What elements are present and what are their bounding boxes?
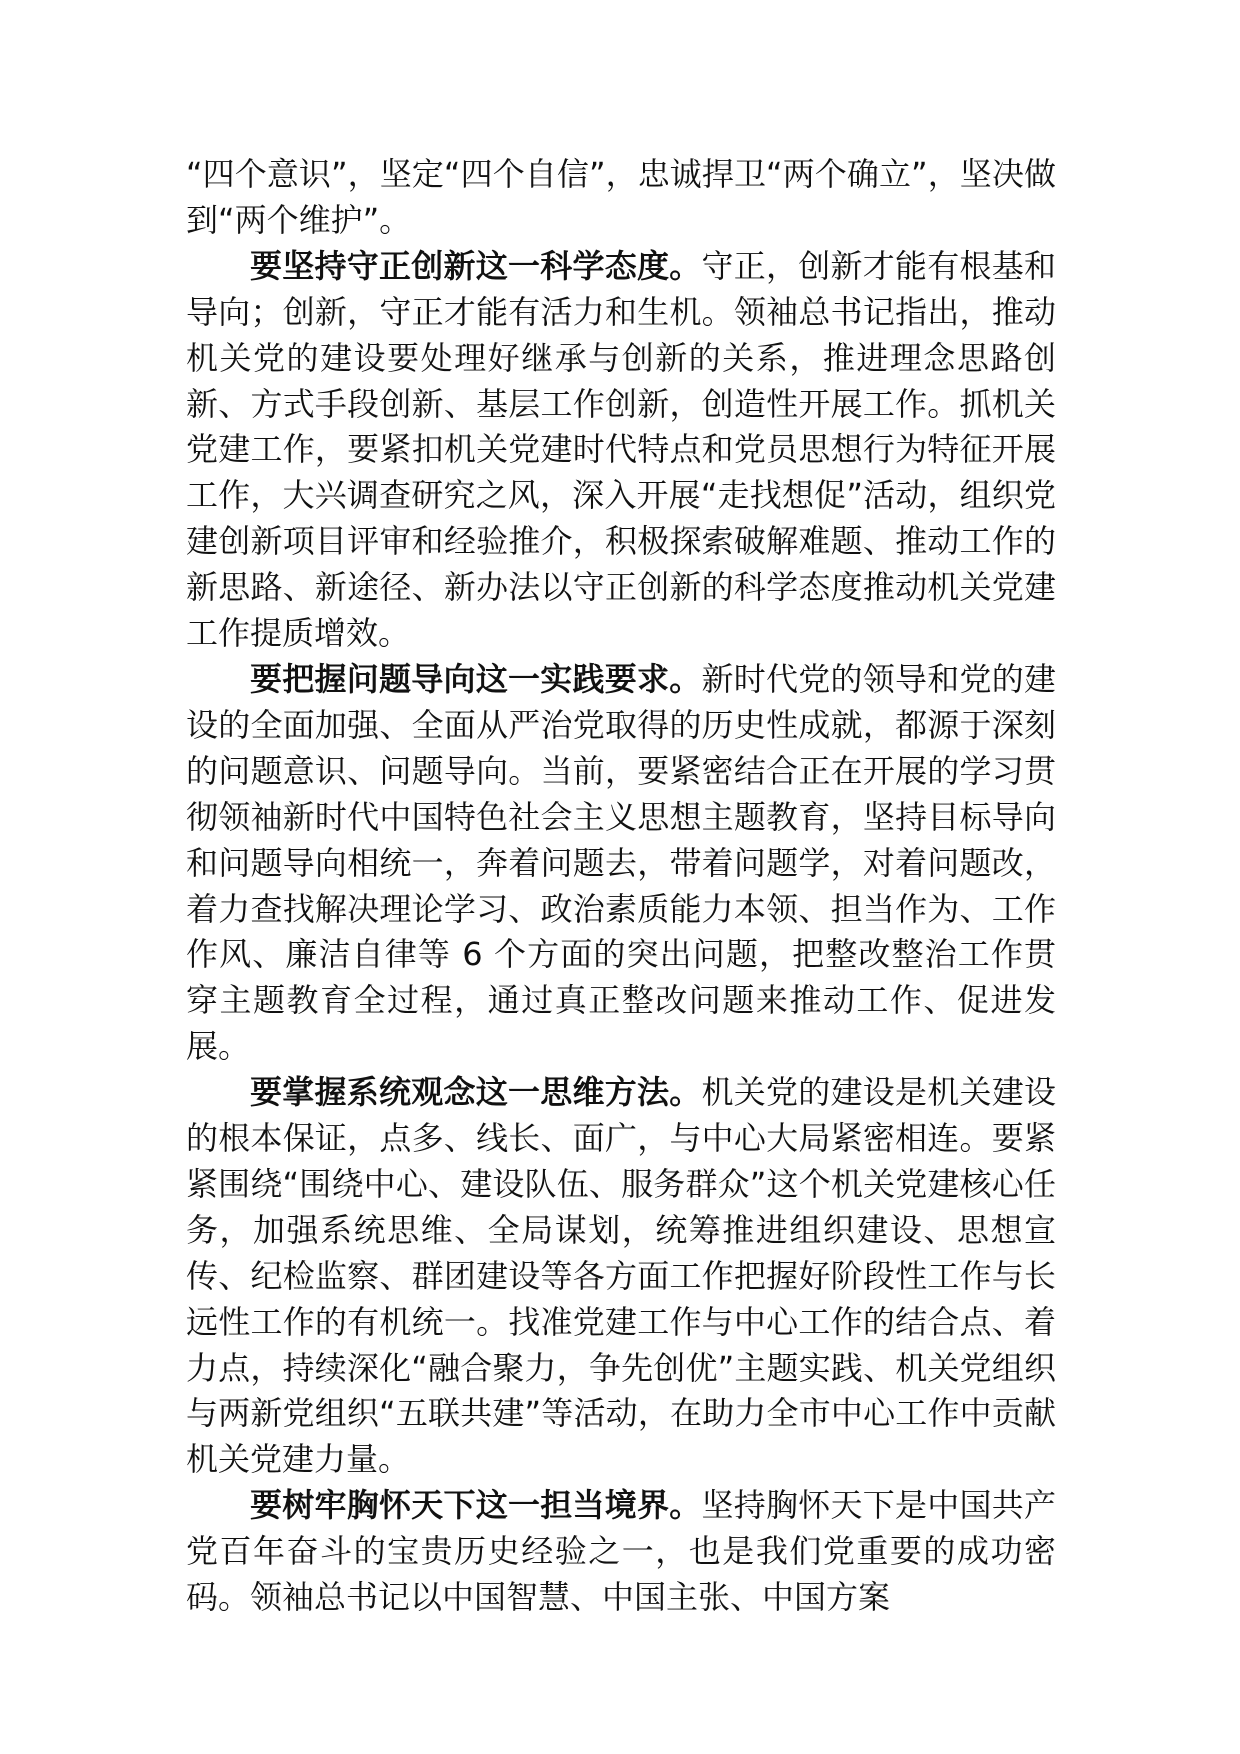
paragraph-problem-orientation bbox=[186, 657, 1056, 1070]
paragraph-text: “四个意识”，坚定“四个自信”，忠诚捍卫“两个确立”，坚决做到“两个维护”。 bbox=[186, 155, 1056, 239]
paragraph-lead: 要坚持守正创新这一科学态度。 bbox=[250, 246, 702, 285]
paragraph-innovation bbox=[186, 244, 1056, 657]
paragraph-lead: 要掌握系统观念这一思维方法。 bbox=[250, 1073, 702, 1112]
paragraph-global-vision bbox=[186, 1483, 1056, 1621]
paragraph-text: 新时代党的领导和党的建设的全面加强、全面从严治党取得的历史性成就，都源于深刻的问题意识、问题导向。当前，要紧密结合正在开展的学习贯彻领袖新时代中国特色社会主义思想主题教育，坚持目标导向和问题导向相统一，奔着问题去，带着问题学，对着问题改，着力查找解决理论学习、政治素质能力本领、担当作为、工作作风、廉洁自律等 6 个方面的突出问题，把整改整治工作贯穿主题教育全过程，通过真正整改问题来推动工作、促进发展。 bbox=[186, 659, 1056, 1066]
paragraph-lead: 要把握问题导向这一实践要求。 bbox=[250, 659, 702, 698]
paragraph-lead: 要树牢胸怀天下这一担当境界。 bbox=[250, 1486, 702, 1525]
paragraph-systems-thinking bbox=[186, 1070, 1056, 1483]
paragraph-continuation bbox=[186, 152, 1056, 244]
document-page bbox=[186, 152, 1056, 1621]
paragraph-text: 机关党的建设是机关建设的根本保证，点多、线长、面广，与中心大局紧密相连。要紧紧围绕“围绕中心、建设队伍、服务群众”这个机关党建核心任务，加强系统思维、全局谋划，统筹推进组织建设、思想宣传、纪检监察、群团建设等各方面工作把握好阶段性工作与长远性工作的有机统一。找准党建工作与中心工作的结合点、着力点，持续深化“融合聚力，争先创优”主题实践、机关党组织与两新党组织“五联共建”等活动，在助力全市中心工作中贡献机关党建力量。 bbox=[186, 1073, 1056, 1479]
paragraph-text: 坚持胸怀天下是中国共产党百年奋斗的宝贵历史经验之一，也是我们党重要的成功密码。领袖总书记以中国智慧、中国主张、中国方案 bbox=[186, 1486, 1056, 1617]
paragraph-text: 守正，创新才能有根基和导向；创新，守正才能有活力和生机。领袖总书记指出，推动机关党的建设要处理好继承与创新的关系，推进理念思路创新、方式手段创新、基层工作创新，创造性开展工作。抓机关党建工作，要紧扣机关党建时代特点和党员思想行为特征开展工作，大兴调查研究之风，深入开展“走找想促”活动，组织党建创新项目评审和经验推介，积极探索破解难题、推动工作的新思路、新途径、新办法以守正创新的科学态度推动机关党建工作提质增效。 bbox=[186, 246, 1056, 653]
